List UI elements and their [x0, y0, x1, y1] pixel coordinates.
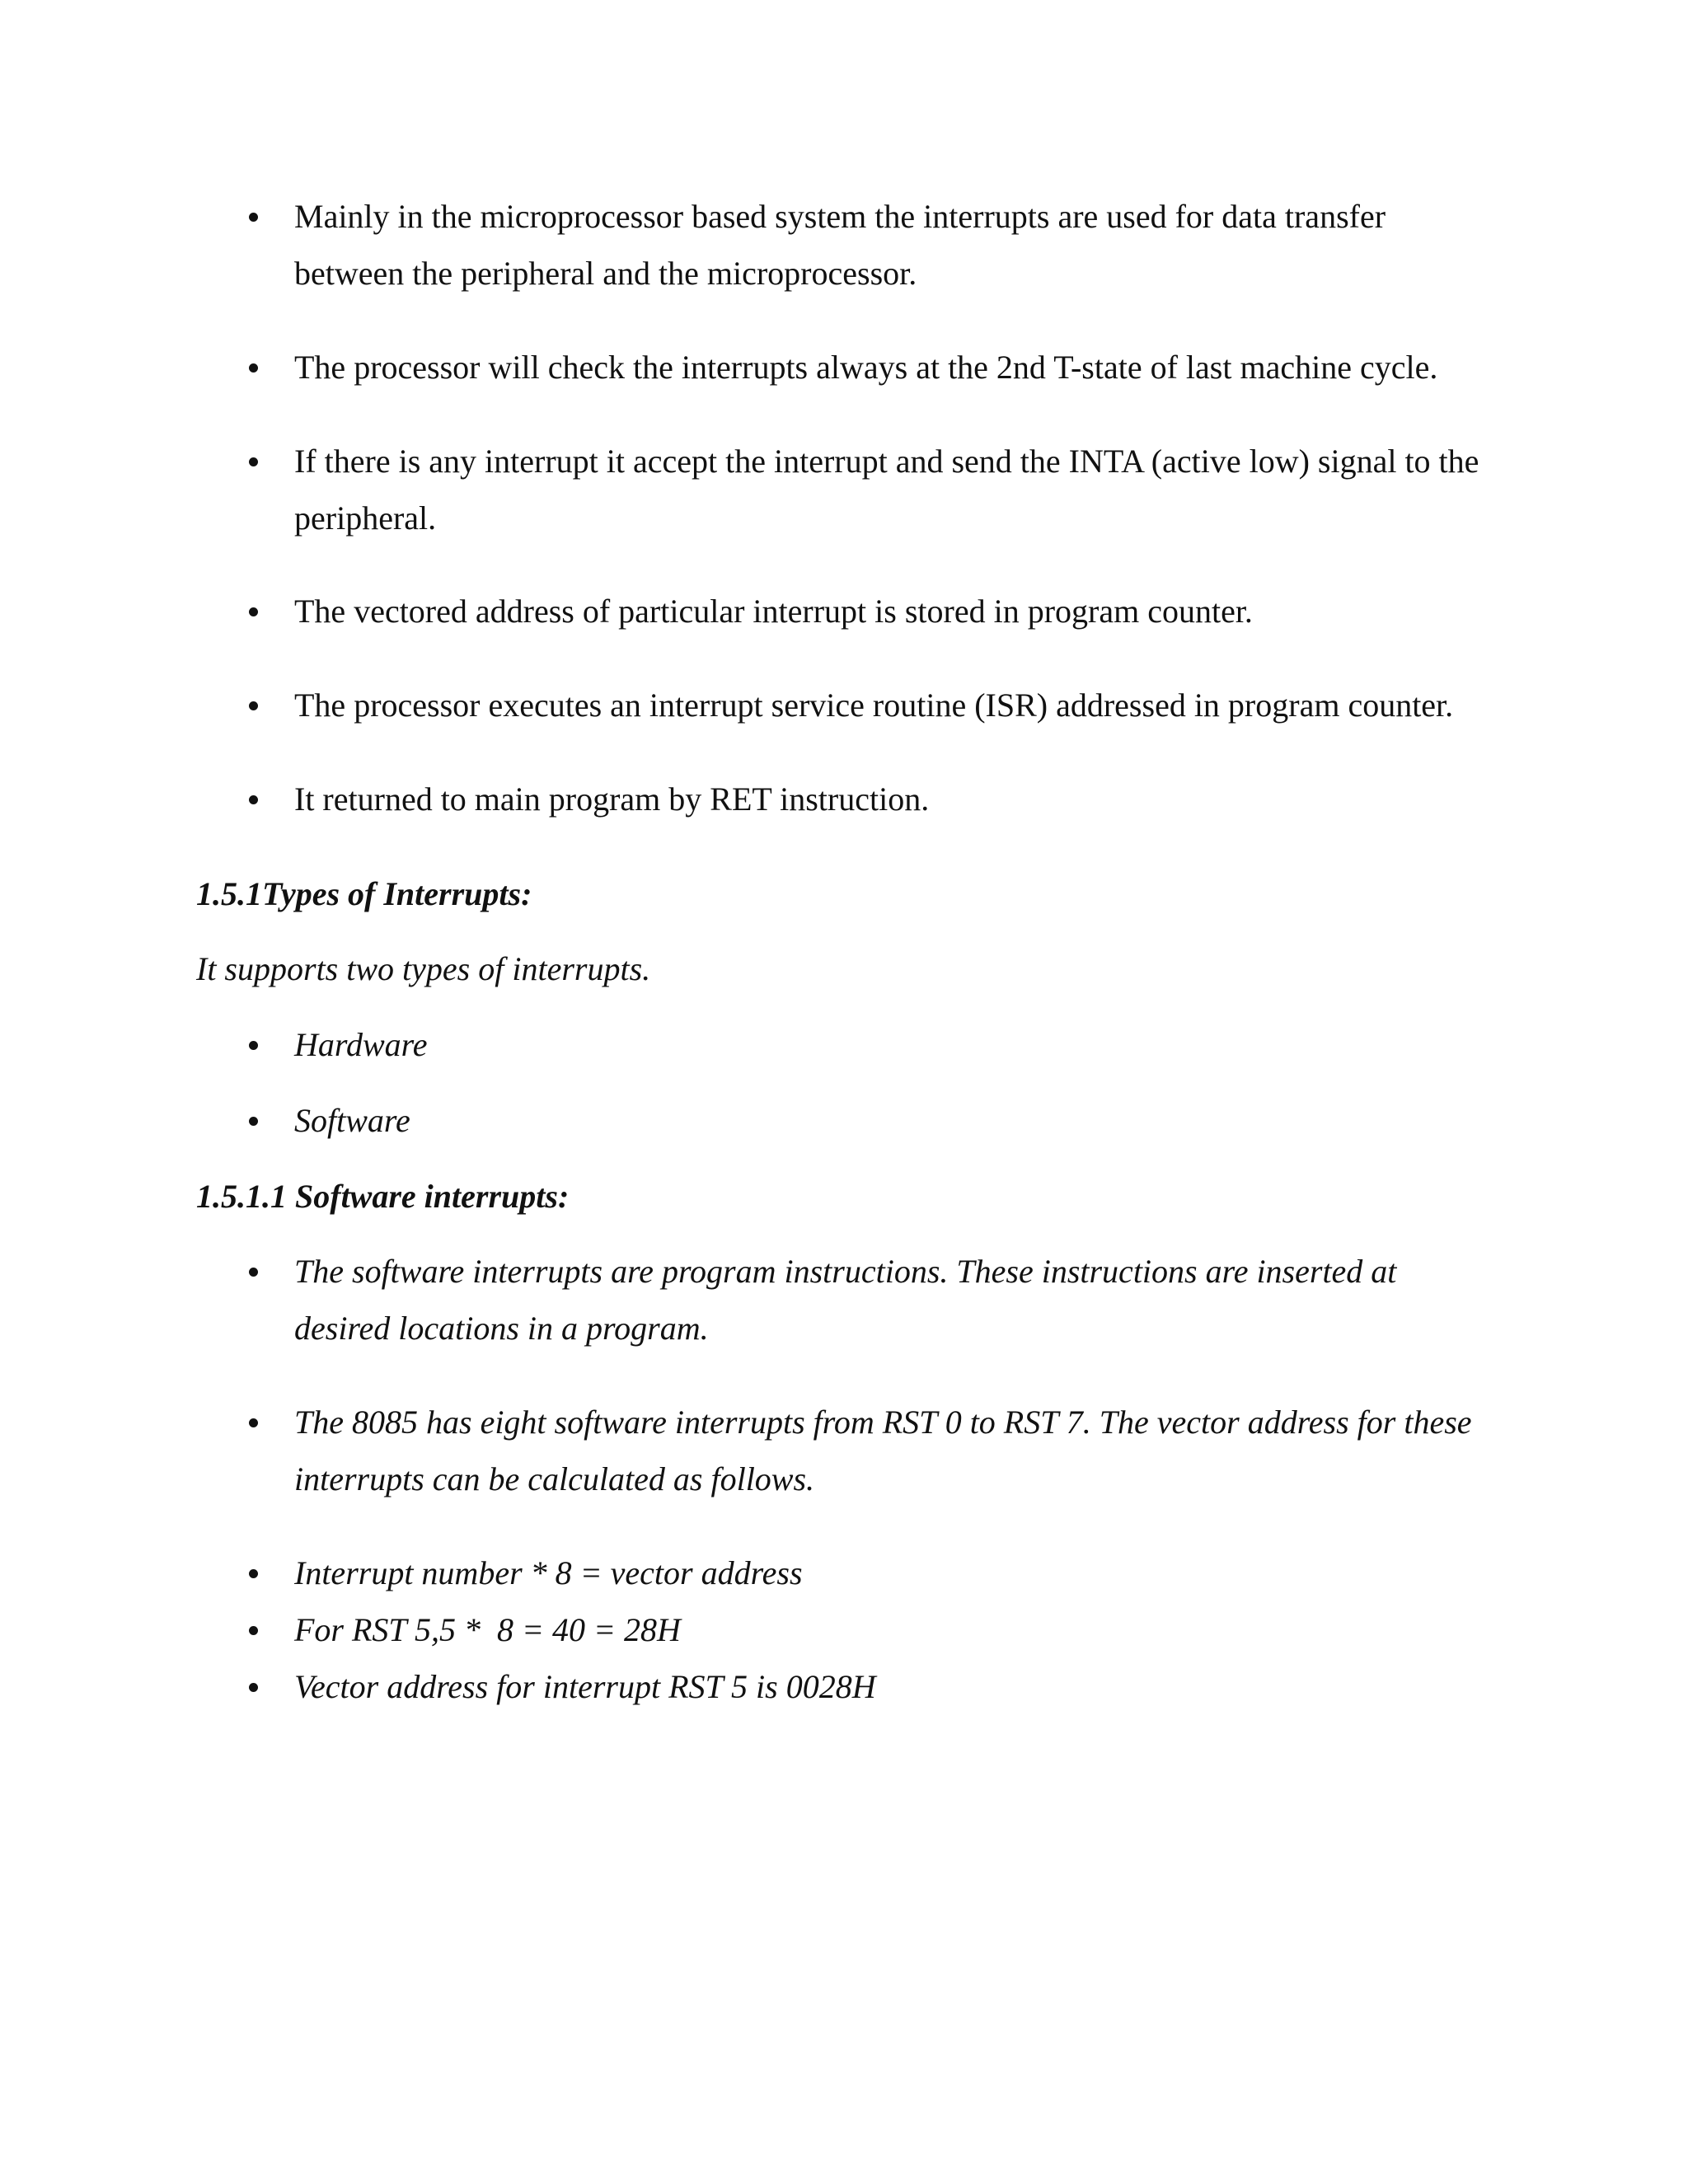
bullet-icon: [249, 1041, 258, 1050]
bullet-icon: [249, 1683, 258, 1692]
list-item-text: The processor will check the interrupts always at the 2nd T-state of last machine cycle.: [294, 349, 1438, 386]
list-item-text: It returned to main program by RET instruction.: [294, 780, 930, 818]
bullet-icon: [249, 795, 258, 804]
bullet-icon: [249, 457, 258, 466]
list-item: [294, 433, 1481, 546]
list-item-text: Interrupt number * 8 = vector address: [294, 1554, 803, 1591]
section-heading-software: 1.5.1.1 Software interrupts:: [196, 1178, 570, 1215]
list-item-text: Software: [294, 1102, 410, 1139]
list-item-text: Hardware: [294, 1026, 428, 1063]
list-item: [294, 1243, 1481, 1357]
list-item-text: Mainly in the microprocessor based system the interrupts are used for data transfer between the peripheral and the microprocessor.: [294, 198, 1386, 292]
list-item-text: The software interrupts are program instructions. These instructions are inserted at desired locations in a program.: [294, 1253, 1397, 1347]
section-heading-types: 1.5.1Types of Interrupts:: [196, 875, 532, 912]
list-item-text: The processor executes an interrupt service routine (ISR) addressed in program counter.: [294, 687, 1454, 724]
list-item: [294, 1092, 1481, 1149]
bullet-icon: [249, 213, 258, 222]
bullet-icon: [249, 1418, 258, 1427]
bullet-icon: [249, 1268, 258, 1277]
list-item: [294, 1601, 1481, 1658]
list-item-text: For RST 5,5 * 8 = 40 = 28H: [294, 1611, 681, 1648]
list-item: [294, 677, 1481, 733]
list-item-text: If there is any interrupt it accept the interrupt and send the INTA (active low) signal to the peripheral.: [294, 443, 1479, 537]
list-item: [294, 1394, 1481, 1507]
bullet-icon: [249, 363, 258, 373]
bullet-icon: [249, 1569, 258, 1578]
list-item-text: The vectored address of particular interrupt is stored in program counter.: [294, 593, 1253, 630]
list-item: [294, 339, 1481, 396]
bullet-icon: [249, 701, 258, 710]
list-item: [294, 188, 1481, 302]
list-item: [294, 583, 1481, 640]
bullet-icon: [249, 1117, 258, 1126]
list-item-text: Vector address for interrupt RST 5 is 0028H: [294, 1668, 876, 1705]
list-item: [294, 1016, 1481, 1073]
types-intro-text: It supports two types of interrupts.: [196, 950, 651, 987]
bullet-icon: [249, 607, 258, 616]
list-item-text: The 8085 has eight software interrupts from RST 0 to RST 7. The vector address for these interrupts can be calculated as follows.: [294, 1404, 1472, 1497]
bullet-icon: [249, 1626, 258, 1635]
list-item: [294, 1544, 1481, 1601]
list-item: [294, 1658, 1481, 1715]
list-item: [294, 771, 1481, 827]
